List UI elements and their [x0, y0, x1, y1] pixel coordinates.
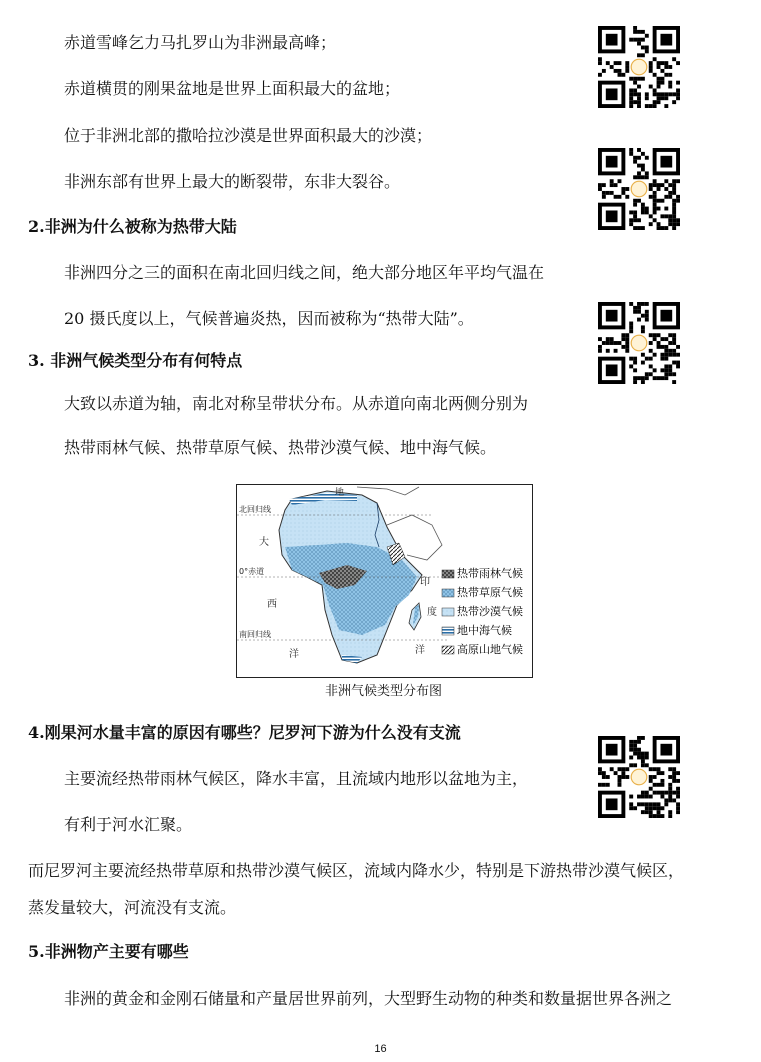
ocean-label: 西 — [267, 599, 277, 610]
section-heading: 3. 非洲气候类型分布有何特点 — [28, 351, 243, 370]
qr-code[interactable] — [598, 736, 680, 818]
africa-climate-map — [236, 484, 533, 678]
ocean-label: 印 — [420, 577, 430, 588]
text-line: 蒸发量较大，河流没有支流。 — [28, 898, 237, 917]
ocean-label: 洋 — [289, 649, 299, 660]
qr-logo-icon — [631, 181, 647, 197]
text-line: 赤道横贯的刚果盆地是世界上面积最大的盆地； — [64, 79, 401, 98]
legend-label: 热带草原气候 — [457, 586, 523, 599]
text-line: 大致以赤道为轴，南北对称呈带状分布。从赤道向南北两侧分别为 — [64, 394, 529, 413]
text-line: 赤道雪峰乞力马扎罗山为非洲最高峰； — [64, 33, 337, 52]
text-line: 位于非洲北部的撒哈拉沙漠是世界面积最大的沙漠； — [64, 126, 433, 145]
section-heading: 4.刚果河水量丰富的原因有哪些？尼罗河下游为什么没有支流 — [28, 723, 461, 742]
legend-label: 高原山地气候 — [457, 643, 523, 656]
qr-logo-icon — [631, 769, 647, 785]
text-line: 20 摄氏度以上，气候普遍炎热，因而被称为“热带大陆”。 — [64, 309, 474, 328]
qr-code[interactable] — [598, 26, 680, 108]
text-line: 非洲东部有世界上最大的断裂带，东非大裂谷。 — [64, 172, 401, 191]
text-line: 非洲的黄金和金刚石储量和产量居世界前列，大型野生动物的种类和数量据世界各洲之 — [64, 989, 673, 1008]
legend-label: 地中海气候 — [457, 624, 512, 637]
section-heading: 2.非洲为什么被称为热带大陆 — [28, 217, 237, 236]
legend-label: 热带沙漠气候 — [457, 605, 523, 618]
text-line: 非洲四分之三的面积在南北回归线之间，绝大部分地区年平均气温在 — [64, 263, 545, 282]
map-legend — [442, 566, 523, 656]
qr-code[interactable] — [598, 148, 680, 230]
qr-logo-icon — [631, 59, 647, 75]
page-number: 16 — [374, 1043, 387, 1055]
section-heading: 5.非洲物产主要有哪些 — [28, 942, 189, 961]
figure-caption: 非洲气候类型分布图 — [324, 684, 442, 699]
text-line: 热带雨林气候、热带草原气候、热带沙漠气候、地中海气候。 — [64, 438, 497, 457]
legend-label: 热带雨林气候 — [457, 567, 523, 580]
text-line: 而尼罗河主要流经热带草原和热带沙漠气候区，流域内降水少，特别是下游热带沙漠气候区， — [28, 861, 685, 880]
ocean-label: 大 — [259, 537, 269, 548]
qr-logo-icon — [631, 335, 647, 351]
equator-label: 0°赤道 — [239, 567, 265, 576]
text-line: 有利于河水汇聚。 — [64, 815, 193, 834]
ocean-label: 度 — [427, 607, 437, 618]
ocean-label: 洋 — [415, 645, 425, 656]
qr-code[interactable] — [598, 302, 680, 384]
tropic-south-label: 南回归线 — [239, 630, 271, 639]
tropic-north-label: 北回归线 — [239, 505, 271, 514]
sea-label: 地 — [335, 488, 345, 498]
text-line: 主要流经热带雨林气候区，降水丰富，且流域内地形以盆地为主， — [64, 769, 529, 788]
